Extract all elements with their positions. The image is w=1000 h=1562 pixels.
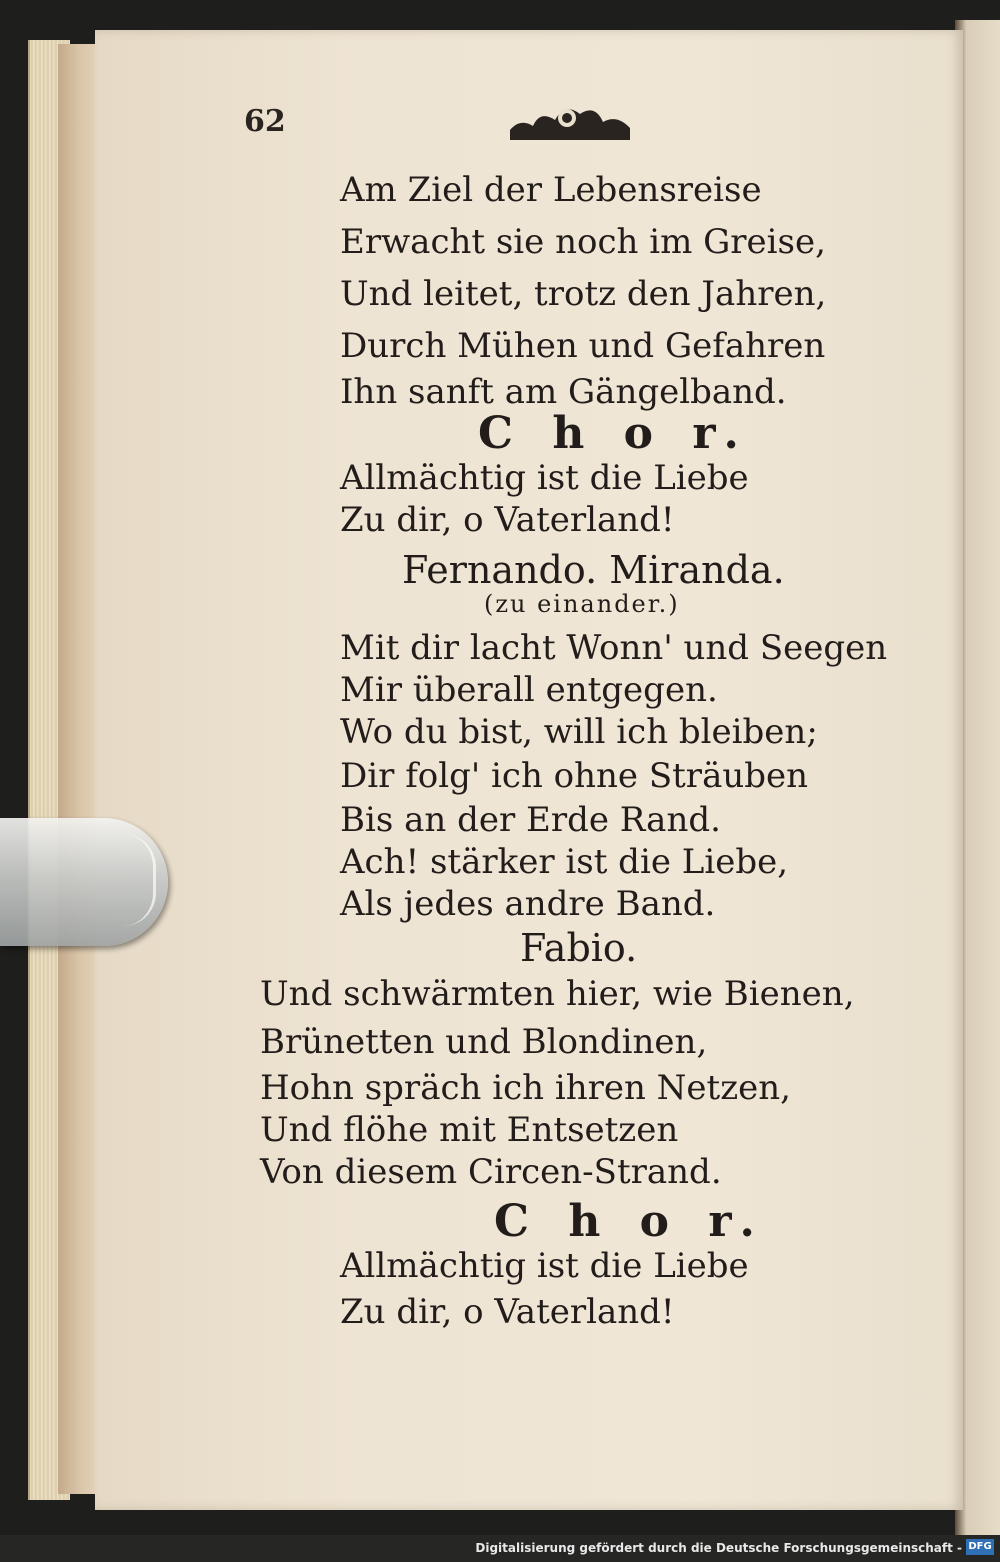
speaker-names: Fernando. Miranda.: [402, 548, 785, 592]
verse-line: Mit dir lacht Wonn' und Seegen: [340, 628, 888, 668]
verse-line: Durch Mühen und Gefahren: [340, 326, 826, 366]
verse-line: Brünetten und Blondinen,: [260, 1022, 708, 1062]
verse-line: Zu dir, o Vaterland!: [340, 1292, 675, 1332]
verse-line: Wo du bist, will ich bleiben;: [340, 712, 818, 752]
chorus-heading: C h o r.: [494, 1196, 767, 1247]
show-through-text: [885, 180, 1000, 1380]
dfg-logo: DFG: [966, 1539, 994, 1555]
verse-line: Zu dir, o Vaterland!: [340, 500, 675, 540]
verse-line: Hohn spräch ich ihren Netzen,: [260, 1068, 791, 1108]
ornament-vignette: [505, 100, 635, 150]
page-number: 62: [244, 104, 286, 139]
verse-line: Mir überall entgegen.: [340, 670, 718, 710]
verse-line: Ihn sanft am Gängelband.: [340, 372, 787, 412]
stage-direction: (zu einander.): [484, 590, 680, 618]
digitization-credit: Digitalisierung gefördert durch die Deutsche Forschungsgemeinschaft -: [475, 1541, 962, 1555]
verse-line: Von diesem Circen-Strand.: [260, 1152, 722, 1192]
speaker-name: Fabio.: [520, 926, 638, 970]
verse-line: Und schwärmten hier, wie Bienen,: [260, 974, 855, 1014]
verse-line: Dir folg' ich ohne Sträuben: [340, 756, 809, 796]
verse-line: Am Ziel der Lebensreise: [340, 170, 762, 210]
verse-line: Allmächtig ist die Liebe: [340, 458, 749, 498]
page-holder-clip: [0, 818, 168, 946]
verse-line: Bis an der Erde Rand.: [340, 800, 721, 840]
verse-line: Und leitet, trotz den Jahren,: [340, 274, 827, 314]
chorus-heading: C h o r.: [478, 408, 751, 459]
verse-line: Und flöhe mit Entsetzen: [260, 1110, 679, 1150]
verse-line: Allmächtig ist die Liebe: [340, 1246, 749, 1286]
verse-line: Als jedes andre Band.: [340, 884, 716, 924]
verse-line: Ach! stärker ist die Liebe,: [340, 842, 789, 882]
verse-line: Erwacht sie noch im Greise,: [340, 222, 826, 262]
